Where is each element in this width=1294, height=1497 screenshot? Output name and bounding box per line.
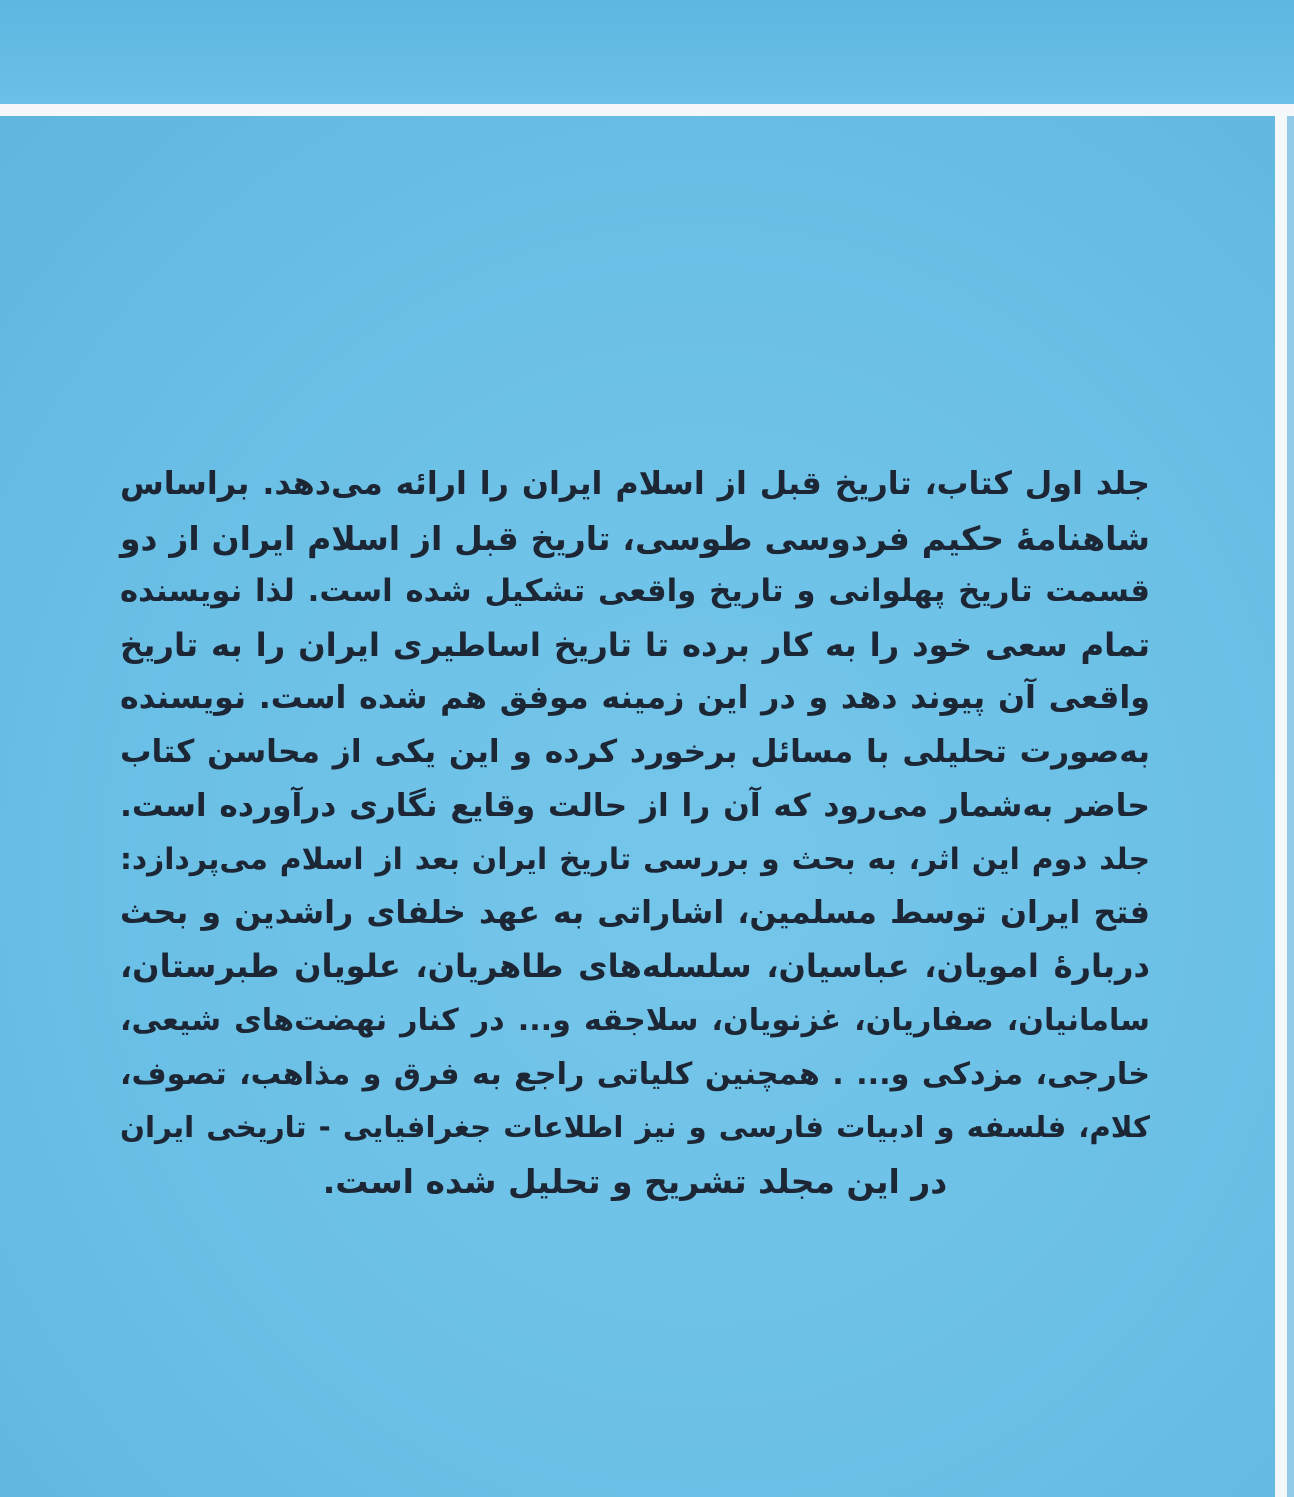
blurb-line: سامانیان، صفاریان، غزنویان، سلاجقه و... در کنار نهضت‌های شیعی، [120,1002,1150,1038]
blurb-line: جلد اول کتاب، تاریخ قبل از اسلام ایران را ارائه می‌دهد. براساس [120,466,1150,502]
frame-top-border [0,104,1294,116]
blurb-line: فتح ایران توسط مسلمین، اشاراتی به عهد خلفای راشدین و بحث [120,894,1150,931]
blurb-line: دربارهٔ امویان، عباسیان، سلسله‌های طاهریان، علویان طبرستان، [120,947,1150,986]
blurb-line: کلام، فلسفه و ادبیات فارسی و نیز اطلاعات جغرافیایی - تاریخی ایران [120,1110,1150,1145]
blurb-line: قسمت تاریخ پهلوانی و تاریخ واقعی تشکیل شده است. لذا نویسنده [120,573,1150,610]
blurb-line: تمام سعی خود را به کار برده تا تاریخ اساطیری ایران را به تاریخ [120,625,1150,664]
frame-right-border [1275,104,1287,1497]
cover-top-strip [0,0,1294,108]
back-cover-blurb [120,458,1150,1208]
blurb-line: واقعی آن پیوند دهد و در این زمینه موفق هم شده است. نویسنده [120,680,1150,717]
blurb-line: حاضر به‌شمار می‌رود که آن را از حالت وقایع نگاری درآورده است. [120,787,1150,824]
blurb-line-last: در این مجلد تشریح و تحلیل شده است. [322,1161,948,1201]
blurb-line: شاهنامهٔ حکیم فردوسی طوسی، تاریخ قبل از اسلام ایران از دو [120,518,1150,558]
blurb-line: جلد دوم این اثر، به بحث و بررسی تاریخ ایران بعد از اسلام می‌پردازد: [120,842,1150,878]
blurb-line: خارجی، مزدکی و... . همچنین کلیاتی راجع به فرق و مذاهب، تصوف، [120,1056,1150,1092]
blurb-line: به‌صورت تحلیلی با مسائل برخورد کرده و این یکی از محاسن کتاب [120,733,1150,770]
cover-right-strip [1287,116,1294,1497]
